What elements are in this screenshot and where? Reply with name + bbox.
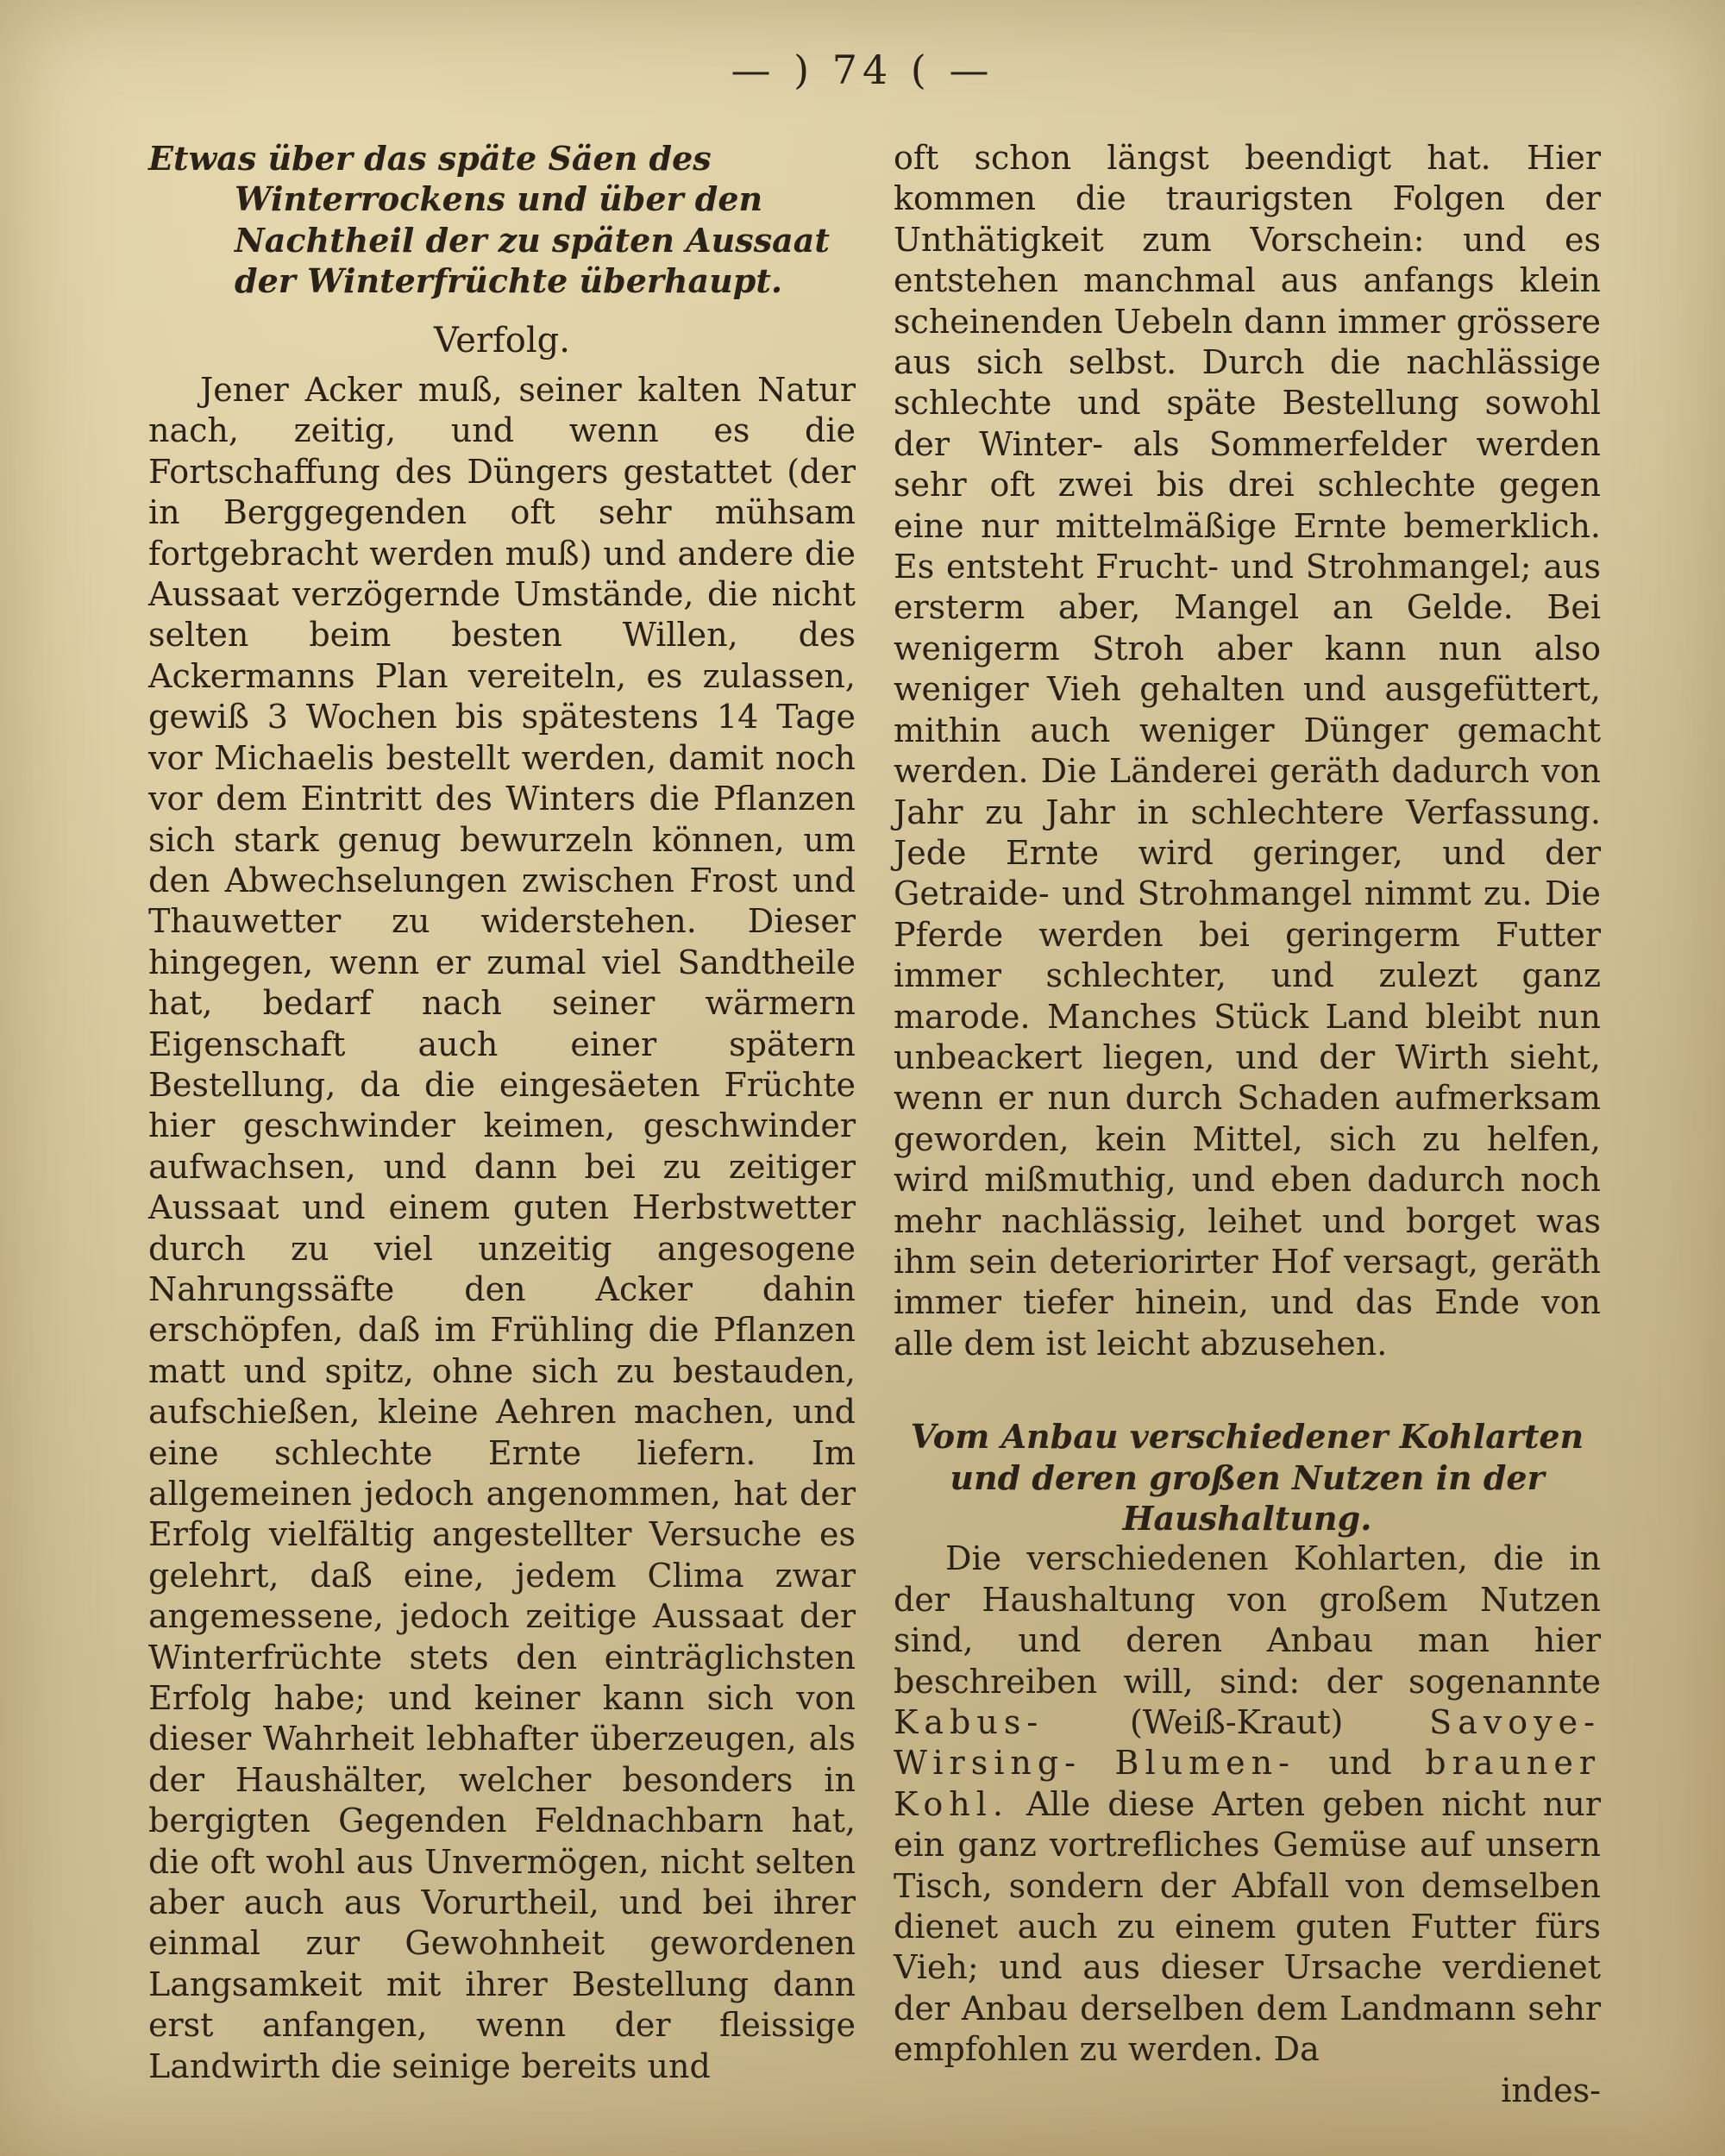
term-brauner-kohl: brauner Kohl. [894, 1744, 1601, 1823]
term-weisskraut: (Weiß-Kraut) [1129, 1703, 1344, 1742]
term-wirsing: Wirsing- [894, 1744, 1082, 1783]
article-heading-winterrocken: Etwas über das späte Säen des Winterrockens und über den Nachtheil der zu späten Aussaat der Winterfrüchte überhaupt. [148, 139, 830, 301]
article-body-continuation: oft schon längst beendigt hat. Hier kommen die traurigsten Folgen der Unthätigkeit zum Vorschein: und es entstehen manchmal aus anfangs klein scheinenden Uebeln dann immer grössere aus sich selbst. Durch die nachlässige schlechte und späte Bestellung sowohl der Winter- als Sommerfelder werden sehr oft zwei bis drei schlechte gegen eine nur mittelmäßige Ernte bemerklich. Es entsteht Frucht- und Strohmangel; aus ersterm aber, Mangel an Gelde. Bei wenigerm Stroh aber kann nun also weniger Vieh gehalten und ausgefüttert, mithin auch weniger Dünger gemacht werden. Die Länderei geräth dadurch von Jahr zu Jahr in schlechtere Verfassung. Jede Ernte wird geringer, und der Getraide- und Strohmangel nimmt zu. Die Pferde werden bei geringerm Futter immer schlechter, und zulezt ganz marode. Manches Stück Land bleibt nun unbeackert liegen, und der Wirth sieht, wenn er nun durch Schaden aufmerksam geworden, kein Mittel, sich zu helfen, wird mißmuthig, und eben dadurch noch mehr nachlässig, leihet und borget was ihm sein deteriorirter Hof versagt, geräth immer tiefer hinein, und das Ende von alle dem ist leicht abzusehen. [894, 139, 1601, 1363]
article-heading-kohlarten: Vom Anbau verschiedener Kohlarten und deren großen Nutzen in der Haushaltung. [910, 1417, 1584, 1538]
kohlarten-text-start: Die verschiedenen Kohlarten, die in der Haushaltung von großem Nutzen sind, und deren Anbau man hier beschreiben will, sind: der sogenannte [894, 1539, 1601, 1701]
article-body-left: Jener Acker muß, seiner kalten Natur nach, zeitig, und wenn es die Fortschaffung des Düngers gestattet (der in Berggegenden oft sehr mühsam fortgebracht werden muß) und andere die Aussaat verzögernde Umstände, die nicht selten beim besten Willen, des Ackermanns Plan vereiteln, es zulassen, gewiß 3 Wochen bis spätestens 14 Tage vor Michaelis bestellt werden, damit noch vor dem Eintritt des Winters die Pflanzen sich stark genug bewurzeln können, um den Abwechselungen zwischen Frost und Thauwetter zu widerstehen. Dieser hingegen, wenn er zumal viel Sandtheile hat, bedarf nach seiner wärmern Eigenschaft auch einer spätern Bestellung, da die eingesäeten Früchte hier geschwinder keimen, geschwinder aufwachsen, und dann bei zu zeitiger Aussaat und einem guten Herbstwetter durch zu viel unzeitig angesogene Nahrungssäfte den Acker dahin erschöpfen, daß im Frühling die Pflanzen matt und spitz, ohne sich zu bestauden, aufschießen, kleine Aehren machen, und eine schlechte Ernte liefern. Im allgemeinen jedoch angenommen, hat der Erfolg vielfältig angestellter Versuche es gelehrt, daß eine, jedem Clima zwar angemessene, jedoch zeitige Aussaat der Winterfrüchte stets den einträglichsten Erfolg habe; und keiner kann sich von dieser Wahrheit lebhafter überzeugen, als der Haushälter, welcher besonders in bergigten Gegenden Feldnachbarn hat, die oft wohl aus Unvermögen, nicht selten aber auch aus Vorurtheil, und bei ihrer einmal zur Gewohnheit gewordenen Langsamkeit mit ihrer Bestellung dann erst anfangen, wenn der fleissige Landwirth die seinige bereits und [148, 371, 856, 2085]
left-column [148, 138, 856, 2087]
word-und: und [1328, 1744, 1392, 1783]
article-body-kohlarten [894, 1539, 1601, 2070]
term-savoye: Savoye- [1429, 1703, 1601, 1742]
kohlarten-text-end: Alle diese Arten geben nicht nur ein ganz vortrefliches Gemüse auf unsern Tisch, sondern der Abfall von demselben dienet auch zu einem guten Futter fürs Vieh; und aus dieser Ursache verdienet der Anbau derselben dem Landmann sehr empfohlen zu werden. Da [894, 1784, 1601, 2069]
right-column [894, 138, 1601, 2111]
term-kabus: Kabus- [894, 1703, 1044, 1742]
article-subheading-verfolg: Verfolg. [433, 320, 570, 360]
page-number: — ) 74 ( — [731, 47, 994, 93]
catchword: indes- [1501, 2071, 1601, 2109]
term-blumen: Blumen- [1114, 1744, 1295, 1783]
